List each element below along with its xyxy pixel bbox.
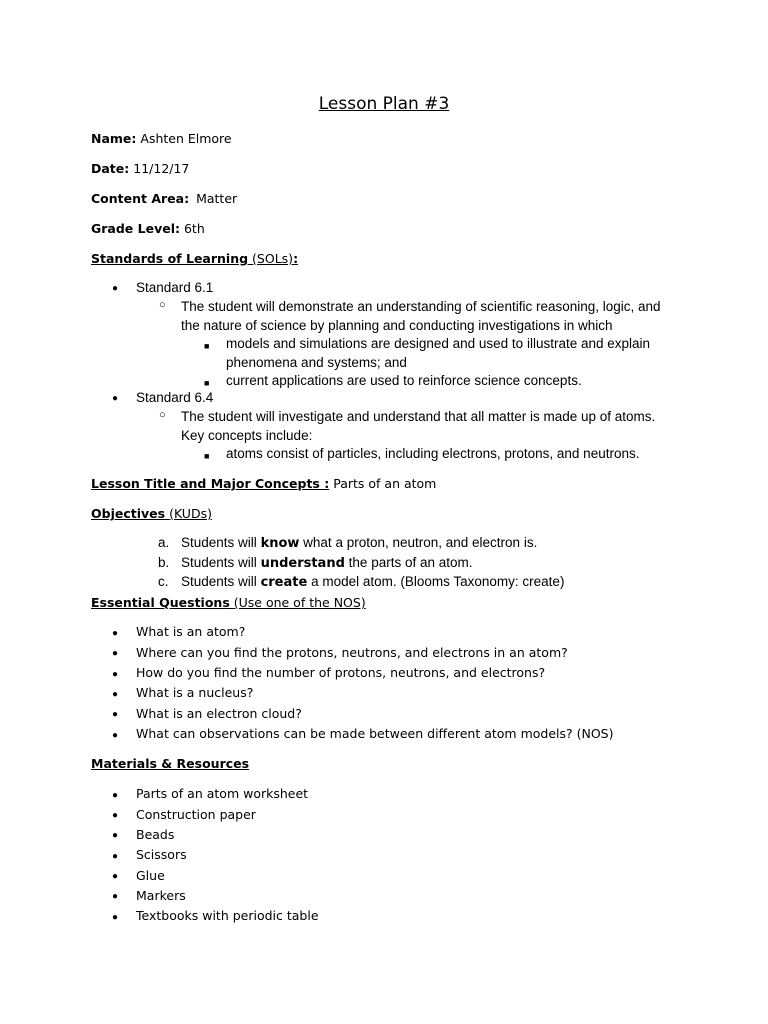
essential-question-item: What is a nucleus? xyxy=(136,685,254,700)
objective-item xyxy=(181,555,473,571)
objective-text: a model atom. (Blooms Taxonomy: create) xyxy=(311,574,565,589)
grade-level-field xyxy=(91,221,205,236)
objective-marker: b. xyxy=(158,555,170,570)
bullet-icon: ● xyxy=(112,709,119,720)
objective-item xyxy=(181,574,564,590)
name-field xyxy=(91,131,232,146)
bullet-icon: ● xyxy=(112,871,119,882)
objective-marker: a. xyxy=(158,535,170,550)
objective-text: Students will xyxy=(181,555,257,570)
material-item: Textbooks with periodic table xyxy=(136,908,319,923)
date-field xyxy=(91,161,189,176)
square-bullet-icon: ■ xyxy=(204,451,210,461)
standard-6-1-item1-line2: phenomena and systems; and xyxy=(226,355,407,370)
bullet-icon: ● xyxy=(112,648,119,659)
objective-keyword: create xyxy=(260,575,308,590)
lesson-title-field xyxy=(91,476,436,491)
bullet-icon: ● xyxy=(112,730,119,741)
material-item: Parts of an atom worksheet xyxy=(136,786,309,801)
essential-questions-heading xyxy=(91,595,366,610)
standard-6-4-title: Standard 6.4 xyxy=(136,390,214,405)
name-value: Ashten Elmore xyxy=(140,131,232,146)
circle-bullet-icon: ○ xyxy=(159,299,166,311)
material-item: Markers xyxy=(136,888,186,903)
content-area-value: Matter xyxy=(196,191,238,206)
essential-heading-bold: Essential Questions xyxy=(91,595,230,610)
standard-6-1-sub-line2: the nature of science by planning and conducting investigations in which xyxy=(181,318,613,333)
objectives-heading xyxy=(91,506,212,521)
objective-text: Students will xyxy=(181,535,257,550)
objective-marker: c. xyxy=(158,574,169,589)
content-area-field xyxy=(91,191,237,206)
standard-6-1-item2: current applications are used to reinforce science concepts. xyxy=(226,373,582,388)
bullet-icon: ● xyxy=(112,891,119,902)
standard-6-1-title: Standard 6.1 xyxy=(136,280,214,295)
lesson-title-heading: Lesson Title and Major Concepts : xyxy=(91,476,330,491)
bullet-icon: ● xyxy=(112,912,119,923)
objective-item xyxy=(181,535,537,551)
sol-heading-rest: (SOLs) xyxy=(252,251,294,266)
standard-6-4-item1: atoms consist of particles, including electrons, protons, and neutrons. xyxy=(226,446,640,461)
bullet-icon: ● xyxy=(112,283,119,294)
standard-6-1-sub-line1: The student will demonstrate an understanding of scientific reasoning, logic, and xyxy=(181,299,661,314)
date-label: Date: xyxy=(91,161,130,176)
bullet-icon: ● xyxy=(112,628,119,639)
page-title: Lesson Plan #3 xyxy=(318,94,450,114)
essential-heading-rest: (Use one of the NOS) xyxy=(233,595,366,610)
objective-text: what a proton, neutron, and electron is. xyxy=(303,535,538,550)
objectives-heading-rest: (KUDs) xyxy=(169,506,212,521)
date-value: 11/12/17 xyxy=(133,161,190,176)
objective-keyword: know xyxy=(260,536,300,551)
standard-6-4-sub-line2: Key concepts include: xyxy=(181,428,313,443)
objective-text: the parts of an atom. xyxy=(348,555,473,570)
sol-heading-bold: Standards of Learning xyxy=(91,251,249,266)
bullet-icon: ● xyxy=(112,810,119,821)
materials-heading: Materials & Resources xyxy=(91,756,250,771)
objective-keyword: understand xyxy=(260,556,345,571)
standard-6-1-item1-line1: models and simulations are designed and used to illustrate and explain xyxy=(226,336,651,351)
name-label: Name: xyxy=(91,131,137,146)
bullet-icon: ● xyxy=(112,830,119,841)
essential-question-item: What is an atom? xyxy=(136,624,246,639)
material-item: Construction paper xyxy=(136,807,256,822)
bullet-icon: ● xyxy=(112,393,119,404)
content-area-label: Content Area: xyxy=(91,191,190,206)
essential-question-item: What is an electron cloud? xyxy=(136,706,302,721)
square-bullet-icon: ■ xyxy=(204,341,210,351)
bullet-icon: ● xyxy=(112,669,119,680)
essential-question-item: Where can you find the protons, neutrons, and electrons in an atom? xyxy=(136,645,568,660)
objectives-heading-bold: Objectives xyxy=(91,506,166,521)
material-item: Scissors xyxy=(136,847,187,862)
objective-text: Students will xyxy=(181,574,257,589)
grade-level-label: Grade Level: xyxy=(91,221,180,236)
bullet-icon: ● xyxy=(112,689,119,700)
standard-6-4-sub-line1: The student will investigate and understand that all matter is made up of atoms. xyxy=(181,409,656,424)
bullet-icon: ● xyxy=(112,851,119,862)
essential-question-item: What can observations can be made between different atom models? (NOS) xyxy=(136,726,614,741)
essential-question-item: How do you find the number of protons, neutrons, and electrons? xyxy=(136,665,546,680)
material-item: Glue xyxy=(136,868,165,883)
circle-bullet-icon: ○ xyxy=(159,409,166,421)
sol-heading xyxy=(91,251,298,266)
sol-heading-colon: : xyxy=(293,251,299,266)
square-bullet-icon: ■ xyxy=(204,378,210,388)
grade-level-value: 6th xyxy=(183,221,205,236)
lesson-title-value: Parts of an atom xyxy=(333,476,437,491)
material-item: Beads xyxy=(136,827,175,842)
bullet-icon: ● xyxy=(112,790,119,801)
